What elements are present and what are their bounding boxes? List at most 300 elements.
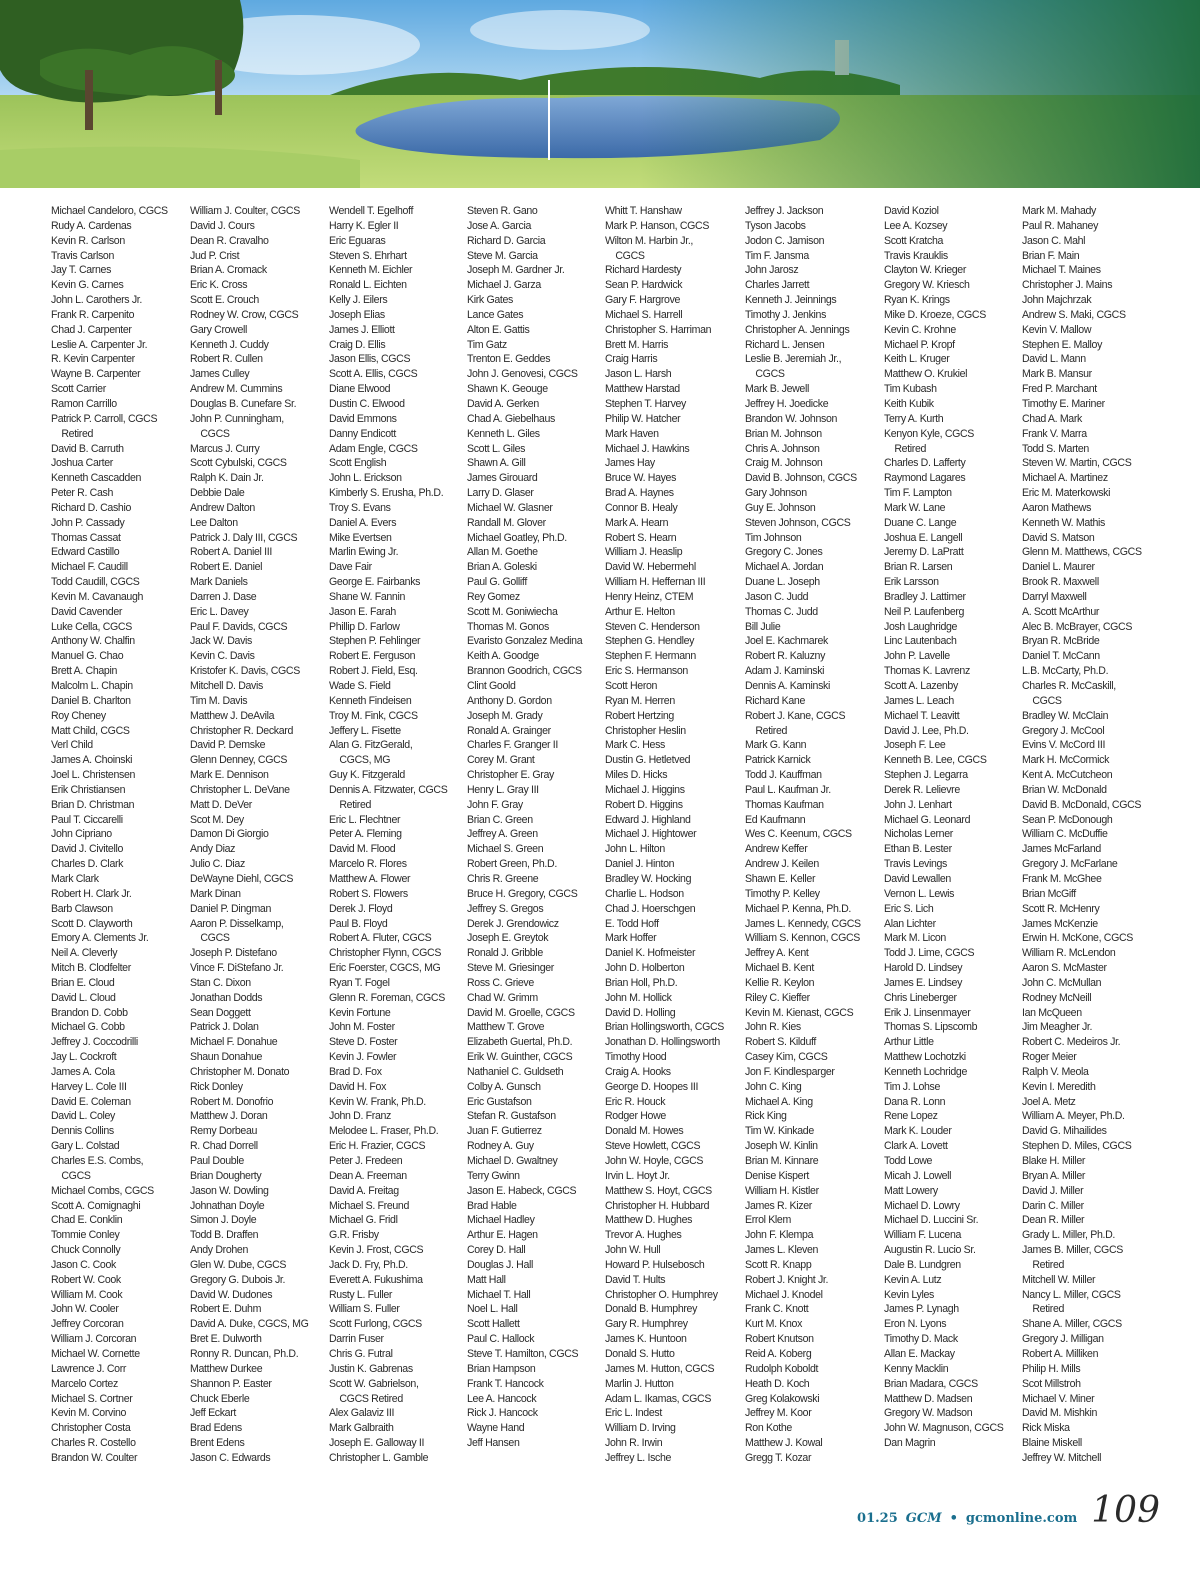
- member-name: Errol Klem: [745, 1214, 791, 1227]
- member-name: Darren J. Dase: [190, 590, 257, 603]
- member-name: Robert S. Flowers: [329, 887, 408, 900]
- member-name: DeWayne Diehl, CGCS: [190, 872, 294, 885]
- member-name: Craig D. Ellis: [329, 338, 386, 351]
- member-name: Jeffrey A. Green: [467, 828, 538, 841]
- member-name: Jason C. Edwards: [190, 1451, 271, 1464]
- separator-dot: •: [949, 1511, 958, 1526]
- member-name: William C. McDuffie: [1022, 828, 1108, 841]
- member-name: Tim W. Kinkade: [745, 1125, 814, 1138]
- member-name: Kellie R. Keylon: [745, 976, 815, 989]
- member-name: Grady L. Miller, Ph.D.: [1022, 1229, 1115, 1242]
- member-name: Jason E. Farah: [329, 605, 396, 618]
- member-name: Michael S. Freund: [329, 1199, 410, 1212]
- member-name: Michael G. Fridl: [329, 1214, 398, 1227]
- member-name: Jay T. Carnes: [51, 264, 112, 277]
- member-name: William J. Heaslip: [605, 546, 683, 559]
- member-name: Erik Larsson: [884, 576, 939, 589]
- member-name: Dan Magrin: [884, 1437, 936, 1450]
- member-name: Johnathan Doyle: [190, 1199, 265, 1212]
- member-name: Lee A. Hancock: [467, 1392, 537, 1405]
- member-name: Frank V. Marra: [1022, 427, 1087, 440]
- member-name: Steve D. Foster: [329, 1036, 398, 1049]
- member-name: Paul G. Golliff: [467, 576, 527, 589]
- member-name: Richard Kane: [745, 694, 805, 707]
- member-name: Bruce W. Hayes: [605, 472, 677, 485]
- member-name: Joseph E. Greytok: [467, 932, 549, 945]
- member-name: Scott A. Lazenby: [884, 680, 958, 692]
- member-name: Brian M. Johnson: [745, 427, 822, 440]
- member-name: Matthew Durkee: [190, 1362, 263, 1375]
- member-name: Kenyon Kyle, CGCS: [884, 427, 975, 440]
- member-name: James McFarland: [1022, 843, 1101, 856]
- member-name: Matthew J. Doran: [190, 1110, 268, 1123]
- member-name: Travis Levings: [884, 858, 948, 871]
- member-name: CGCS: [1022, 694, 1062, 707]
- member-name: William A. Meyer, Ph.D.: [1022, 1110, 1125, 1123]
- member-name: Daniel L. Maurer: [1022, 561, 1095, 574]
- member-name: Brian Hollingsworth, CGCS: [605, 1021, 725, 1034]
- member-name: Danny Endicott: [329, 427, 396, 440]
- member-name: Emory A. Clements Jr.: [51, 932, 149, 945]
- name-column: [467, 204, 603, 1451]
- member-name: Robert J. Field, Esq.: [329, 665, 418, 678]
- member-name: Kevin A. Lutz: [884, 1273, 942, 1286]
- member-name: Glen W. Dube, CGCS: [190, 1258, 287, 1271]
- member-name: Kevin M. Corvino: [51, 1407, 127, 1420]
- member-name: E. Todd Hoff: [605, 917, 659, 930]
- member-name: Mark Dinan: [190, 887, 241, 900]
- member-name: Tim F. Jansma: [745, 249, 809, 262]
- member-name: Kevin M. Cavanaugh: [51, 590, 144, 603]
- member-name: Vernon L. Lewis: [884, 887, 955, 900]
- member-name: Kevin M. Kienast, CGCS: [745, 1006, 854, 1019]
- member-name: Derek J. Floyd: [329, 902, 393, 915]
- member-name: Melodee L. Fraser, Ph.D.: [329, 1125, 439, 1138]
- member-name: Timothy E. Mariner: [1022, 397, 1105, 410]
- member-name: Charles Jarrett: [745, 279, 810, 292]
- member-name: Robert C. Medeiros Jr.: [1022, 1036, 1121, 1049]
- member-name: Douglas B. Cunefare Sr.: [190, 397, 297, 410]
- member-name: Robert M. Donofrio: [190, 1095, 274, 1108]
- member-name: Chad E. Conklin: [51, 1214, 123, 1227]
- member-name: Verl Child: [51, 739, 93, 752]
- member-name: Joel L. Christensen: [51, 769, 136, 782]
- member-name: Eric K. Cross: [190, 279, 248, 292]
- member-name: Steven R. Gano: [467, 205, 538, 217]
- member-name: Alan Lichter: [884, 917, 936, 930]
- member-name: Robert E. Daniel: [190, 561, 263, 574]
- member-name: Timothy D. Mack: [884, 1333, 958, 1346]
- member-name: Kenneth Findeisen: [329, 694, 412, 707]
- member-name: Fred P. Marchant: [1022, 383, 1097, 396]
- member-name: Dean R. Cravalho: [190, 234, 269, 247]
- member-name: Steven Johnson, CGCS: [745, 516, 851, 529]
- member-name: Howard P. Hulsebosch: [605, 1258, 705, 1271]
- member-name: Evins V. McCord III: [1022, 739, 1106, 752]
- member-name: Augustin R. Lucio Sr.: [884, 1244, 976, 1257]
- member-name: Andrew Dalton: [190, 501, 255, 514]
- member-name: Roger Meier: [1022, 1051, 1077, 1064]
- member-name: Christopher S. Harriman: [605, 323, 712, 336]
- member-name: Kevin Fortune: [329, 1006, 391, 1019]
- member-name: Rusty L. Fuller: [329, 1288, 393, 1301]
- member-name: Daniel A. Evers: [329, 516, 397, 529]
- member-name: William D. Irving: [605, 1422, 676, 1435]
- member-name: Manuel G. Chao: [51, 650, 124, 663]
- member-name: Shawn A. Gill: [467, 457, 526, 470]
- member-name: Eric Foerster, CGCS, MG: [329, 962, 441, 975]
- member-name: Michael Goatley, Ph.D.: [467, 531, 567, 544]
- member-name: Mark Hoffer: [605, 932, 657, 945]
- member-name: David Lewallen: [884, 872, 951, 885]
- member-name: Michael T. Leavitt: [884, 709, 960, 722]
- member-name: R. Kevin Carpenter: [51, 353, 135, 366]
- member-name: Michael A. King: [745, 1095, 813, 1108]
- member-name: Sean P. Hardwick: [605, 279, 683, 292]
- member-name: William H. Kistler: [745, 1184, 819, 1197]
- member-name: Joseph Elias: [329, 308, 385, 321]
- member-name: Chris R. Greene: [467, 872, 539, 885]
- member-name: Gregory J. McCool: [1022, 724, 1105, 737]
- member-name: Robert E. Duhm: [190, 1303, 262, 1316]
- member-name: Miles D. Hicks: [605, 769, 668, 782]
- member-name: Michael J. Knodel: [745, 1288, 823, 1301]
- member-name: Neil A. Cleverly: [51, 947, 118, 960]
- member-name: Joshua E. Langell: [884, 531, 963, 544]
- member-name: Craig Harris: [605, 353, 658, 366]
- member-name: John W. Hoyle, CGCS: [605, 1155, 704, 1167]
- member-name: Matthew D. Madsen: [884, 1392, 973, 1405]
- member-name: Scott E. Crouch: [190, 294, 259, 307]
- member-name: Michael J. Hawkins: [605, 442, 690, 455]
- member-name: William J. Corcoran: [51, 1333, 137, 1346]
- member-name: Michael G. Leonard: [884, 813, 971, 826]
- member-name: Jason W. Dowling: [190, 1184, 269, 1197]
- page-footer: [857, 1490, 1160, 1532]
- member-name: David B. McDonald, CGCS: [1022, 798, 1142, 811]
- member-name: John P. Cassady: [51, 516, 125, 529]
- member-name: Jeffrey H. Joedicke: [745, 397, 829, 410]
- member-name: Retired: [884, 442, 927, 455]
- member-name: Christopher M. Donato: [190, 1065, 290, 1078]
- member-name: Bradley W. McClain: [1022, 709, 1109, 722]
- member-name: John L. Hilton: [605, 843, 665, 856]
- member-name: Thomas K. Lavrenz: [884, 665, 970, 678]
- member-name: David H. Fox: [329, 1080, 387, 1093]
- member-name: Thomas S. Lipscomb: [884, 1021, 978, 1034]
- member-name: Chris G. Futral: [329, 1347, 393, 1360]
- member-name: Eric S. Hermanson: [605, 665, 688, 678]
- member-name: Retired: [745, 724, 788, 737]
- member-name: Craig A. Hooks: [605, 1065, 671, 1078]
- member-name: Christopher Heslin: [605, 724, 686, 737]
- member-name: Mike D. Kroeze, CGCS: [884, 308, 986, 321]
- member-name: Jay L. Cockroft: [51, 1051, 117, 1064]
- member-name: Arthur E. Helton: [605, 605, 675, 618]
- member-name-columns: [51, 204, 1181, 1466]
- member-name: Mike Evertsen: [329, 531, 392, 544]
- member-name: Matthew S. Hoyt, CGCS: [605, 1184, 712, 1197]
- member-name: Jonathan Dodds: [190, 991, 263, 1004]
- member-name: Alex Galaviz III: [329, 1407, 395, 1420]
- member-name: Casey Kim, CGCS: [745, 1051, 828, 1064]
- member-name: Rick Donley: [190, 1080, 243, 1093]
- member-name: Clark A. Lovett: [884, 1140, 948, 1153]
- member-name: David M. Mishkin: [1022, 1407, 1098, 1420]
- member-name: James M. Hutton, CGCS: [605, 1362, 715, 1375]
- member-name: David S. Matson: [1022, 531, 1095, 544]
- member-name: David M. Groelle, CGCS: [467, 1006, 575, 1019]
- member-name: John R. Irwin: [605, 1437, 663, 1450]
- member-name: Phillip D. Farlow: [329, 620, 400, 633]
- member-name: John Majchrzak: [1022, 294, 1092, 307]
- member-name: Sean P. McDonough: [1022, 813, 1113, 826]
- member-name: Neil P. Laufenberg: [884, 605, 965, 618]
- member-name: Dale B. Lundgren: [884, 1258, 961, 1271]
- member-name: Whitt T. Hanshaw: [605, 205, 682, 217]
- member-name: Adam Engle, CGCS: [329, 442, 418, 455]
- member-name: Paul F. Davids, CGCS: [190, 620, 288, 633]
- member-name: Jeffrey A. Kent: [745, 947, 809, 960]
- member-name: Joseph W. Kinlin: [745, 1140, 818, 1153]
- member-name: John W. Hull: [605, 1244, 661, 1257]
- member-name: Gary Johnson: [745, 487, 807, 500]
- member-name: Stefan R. Gustafson: [467, 1110, 556, 1123]
- name-column: [745, 204, 881, 1466]
- member-name: Leslie B. Jeremiah Jr.,: [745, 353, 842, 366]
- member-name: Barb Clawson: [51, 902, 113, 915]
- member-name: Andrew M. Cummins: [190, 383, 283, 396]
- member-name: Paul R. Mahaney: [1022, 219, 1099, 232]
- member-name: Ronny R. Duncan, Ph.D.: [190, 1347, 299, 1360]
- member-name: Frank M. McGhee: [1022, 872, 1102, 885]
- member-name: Riley C. Kieffer: [745, 991, 810, 1004]
- member-name: Anthony D. Gordon: [467, 694, 552, 707]
- member-name: Jodon C. Jamison: [745, 234, 825, 247]
- member-name: Richard Hardesty: [605, 264, 682, 277]
- member-name: Ryan M. Herren: [605, 694, 675, 707]
- member-name: Kevin V. Mallow: [1022, 323, 1092, 336]
- member-name: Joseph F. Lee: [884, 739, 946, 752]
- member-name: Robert J. Knight Jr.: [745, 1273, 829, 1286]
- member-name: Gary Crowell: [190, 323, 248, 336]
- member-name: Scott Kratcha: [884, 234, 944, 247]
- member-name: Eric Gustafson: [467, 1095, 532, 1108]
- member-name: Derek J. Grendowicz: [467, 917, 559, 930]
- member-name: Kenneth B. Lee, CGCS: [884, 754, 987, 767]
- member-name: George E. Fairbanks: [329, 576, 421, 589]
- member-name: Todd J. Kauffman: [745, 769, 822, 782]
- member-name: Travis Krauklis: [884, 249, 948, 262]
- member-name: Brian R. Larsen: [884, 561, 953, 574]
- member-name: Shawn K. Geouge: [467, 383, 548, 396]
- member-name: Mark Clark: [51, 872, 99, 885]
- member-name: Eric L. Davey: [190, 605, 249, 618]
- member-name: Charles D. Lafferty: [884, 457, 966, 470]
- member-name: Mitch B. Clodfelter: [51, 962, 131, 975]
- member-name: John W. Magnuson, CGCS: [884, 1422, 1004, 1435]
- member-name: R. Chad Dorrell: [190, 1140, 258, 1153]
- member-name: Anthony W. Chalfin: [51, 635, 135, 648]
- member-name: John W. Cooler: [51, 1303, 119, 1316]
- member-name: Steven S. Ehrhart: [329, 249, 407, 262]
- member-name: Brian Hampson: [467, 1362, 536, 1375]
- member-name: Gregory W. Kriesch: [884, 279, 970, 292]
- member-name: Scott R. McHenry: [1022, 902, 1100, 915]
- member-name: Roy Cheney: [51, 709, 106, 722]
- member-name: Kevin G. Carnes: [51, 279, 124, 292]
- member-name: Darryl Maxwell: [1022, 590, 1087, 603]
- member-name: Wilton M. Harbin Jr.,: [605, 234, 694, 247]
- member-name: Arthur Little: [884, 1036, 934, 1049]
- member-name: Dean R. Miller: [1022, 1214, 1085, 1227]
- member-name: John L. Carothers Jr.: [51, 294, 142, 307]
- member-name: Connor B. Healy: [605, 501, 678, 514]
- member-name: David Cavender: [51, 605, 123, 618]
- member-name: Chad W. Grimm: [467, 991, 538, 1004]
- member-name: Richard D. Cashio: [51, 501, 132, 514]
- member-name: Ronald A. Grainger: [467, 724, 551, 737]
- member-name: John M. Foster: [329, 1021, 395, 1034]
- member-name: Rudolph Koboldt: [745, 1362, 819, 1375]
- member-name: Shannon P. Easter: [190, 1377, 272, 1390]
- member-name: Brian Dougherty: [190, 1169, 262, 1182]
- member-name: Shane A. Miller, CGCS: [1022, 1318, 1122, 1331]
- member-name: Dustin G. Hetletved: [605, 754, 691, 767]
- member-name: Lawrence J. Corr: [51, 1362, 127, 1375]
- member-name: Jeffrey L. Ische: [605, 1451, 672, 1464]
- member-name: CGCS: [190, 932, 230, 945]
- member-name: Rene Lopez: [884, 1110, 938, 1123]
- member-name: Michael S. Harrell: [605, 308, 683, 321]
- member-name: Juan F. Gutierrez: [467, 1125, 542, 1138]
- member-name: Guy K. Fitzgerald: [329, 769, 405, 782]
- member-name: David T. Hults: [605, 1273, 666, 1286]
- member-name: Andy Diaz: [190, 843, 236, 856]
- member-name: Daniel J. Hinton: [605, 858, 675, 871]
- member-name: Robert A. Milliken: [1022, 1347, 1099, 1360]
- member-name: Kenneth J. Jeinnings: [745, 294, 837, 307]
- member-name: Robert S. Hearn: [605, 531, 677, 544]
- member-name: Robert S. Kilduff: [745, 1036, 816, 1049]
- member-name: Derek R. Lelievre: [884, 783, 960, 796]
- member-name: Brian W. McDonald: [1022, 783, 1107, 796]
- member-name: Retired: [51, 427, 94, 440]
- member-name: Robert E. Ferguson: [329, 650, 416, 663]
- member-name: Frank C. Knott: [745, 1303, 809, 1316]
- member-name: Kenneth Cascadden: [51, 472, 142, 485]
- member-name: Christopher E. Gray: [467, 769, 554, 782]
- website-link[interactable]: gcmonline.com: [965, 1511, 1078, 1526]
- member-name: Michael T. Hall: [467, 1288, 531, 1301]
- member-name: Christopher Costa: [51, 1422, 131, 1435]
- member-name: Harold D. Lindsey: [884, 962, 963, 975]
- member-name: John R. Kies: [745, 1021, 801, 1034]
- member-name: Justin K. Gabrenas: [329, 1362, 413, 1375]
- member-name: Andrew S. Maki, CGCS: [1022, 308, 1126, 321]
- member-name: Rudy A. Cardenas: [51, 219, 132, 232]
- member-name: Remy Dorbeau: [190, 1125, 258, 1138]
- member-name: Harry K. Egler II: [329, 219, 399, 232]
- member-name: Jason E. Habeck, CGCS: [467, 1184, 577, 1197]
- member-name: Michael F. Donahue: [190, 1036, 278, 1049]
- member-name: James Hay: [605, 457, 655, 470]
- member-name: Erik W. Guinther, CGCS: [467, 1051, 573, 1064]
- member-name: James A. Cola: [51, 1065, 115, 1078]
- member-name: Mark B. Jewell: [745, 383, 809, 396]
- member-name: Michael A. Jordan: [745, 561, 824, 574]
- member-name: Micah J. Lowell: [884, 1169, 952, 1182]
- member-name: James J. Elliott: [329, 323, 395, 336]
- member-name: John L. Erickson: [329, 472, 402, 485]
- member-name: William M. Cook: [51, 1288, 123, 1301]
- member-name: Blaine Miskell: [1022, 1437, 1082, 1450]
- member-name: Brad A. Haynes: [605, 487, 674, 500]
- member-name: Evaristo Gonzalez Medina: [467, 635, 583, 648]
- member-name: Mark C. Hess: [605, 739, 665, 752]
- member-name: John C. King: [745, 1080, 802, 1093]
- member-name: Mark M. Mahady: [1022, 205, 1096, 217]
- member-name: Kevin J. Frost, CGCS: [329, 1244, 424, 1257]
- member-name: Michael S. Cortner: [51, 1392, 133, 1405]
- member-name: Colby A. Gunsch: [467, 1080, 541, 1093]
- member-name: Vince F. DiStefano Jr.: [190, 962, 284, 975]
- member-name: Michael F. Caudill: [51, 561, 128, 574]
- member-name: Peter R. Cash: [51, 487, 113, 500]
- member-name: Brian E. Cloud: [51, 976, 115, 989]
- member-name: Daniel B. Charlton: [51, 694, 131, 707]
- member-name: Peter A. Fleming: [329, 828, 402, 841]
- member-name: Troy S. Evans: [329, 501, 391, 514]
- member-name: Scott Carrier: [51, 383, 106, 396]
- member-name: Erik J. Linsenmayer: [884, 1006, 971, 1019]
- member-name: Rodney A. Guy: [467, 1140, 534, 1153]
- member-name: James Culley: [190, 368, 250, 381]
- member-name: Stephen J. Legarra: [884, 769, 968, 782]
- member-name: Robert D. Higgins: [605, 798, 683, 811]
- member-name: Michael B. Kent: [745, 962, 814, 975]
- member-name: Leslie A. Carpenter Jr.: [51, 338, 148, 351]
- member-name: Jeffrey Corcoran: [51, 1318, 124, 1331]
- member-name: Joel A. Metz: [1022, 1095, 1076, 1108]
- member-name: Marcelo R. Flores: [329, 858, 407, 871]
- member-name: Andrew Keffer: [745, 843, 808, 856]
- member-name: Keith L. Kruger: [884, 353, 950, 366]
- member-name: Wayne B. Carpenter: [51, 368, 141, 381]
- member-name: Chad J. Hoerschgen: [605, 902, 696, 915]
- member-name: Greg Kolakowski: [745, 1392, 820, 1405]
- member-name: Michael W. Cornette: [51, 1347, 140, 1360]
- member-name: Tim Kubash: [884, 383, 937, 396]
- member-name: Raymond Lagares: [884, 472, 966, 485]
- member-name: Scott D. Clayworth: [51, 917, 133, 930]
- member-name: Gary R. Humphrey: [605, 1318, 688, 1331]
- member-name: Matthew T. Grove: [467, 1021, 545, 1034]
- member-name: Marcus J. Curry: [190, 442, 260, 455]
- member-name: Mitchell W. Miller: [1022, 1273, 1096, 1286]
- page-number: 109: [1091, 1490, 1160, 1531]
- member-name: Diane Elwood: [329, 383, 391, 396]
- member-name: Donald S. Hutto: [605, 1347, 675, 1360]
- member-name: Wayne Hand: [467, 1422, 525, 1435]
- member-name: Kenneth Lochridge: [884, 1065, 967, 1078]
- member-name: Todd S. Marten: [1022, 442, 1089, 455]
- member-name: Robert W. Cook: [51, 1273, 121, 1286]
- member-name: Brian A. Goleski: [467, 561, 537, 574]
- member-name: Glenn Denney, CGCS: [190, 754, 288, 767]
- member-name: Terry Gwinn: [467, 1169, 520, 1182]
- member-name: Matthew A. Flower: [329, 872, 411, 885]
